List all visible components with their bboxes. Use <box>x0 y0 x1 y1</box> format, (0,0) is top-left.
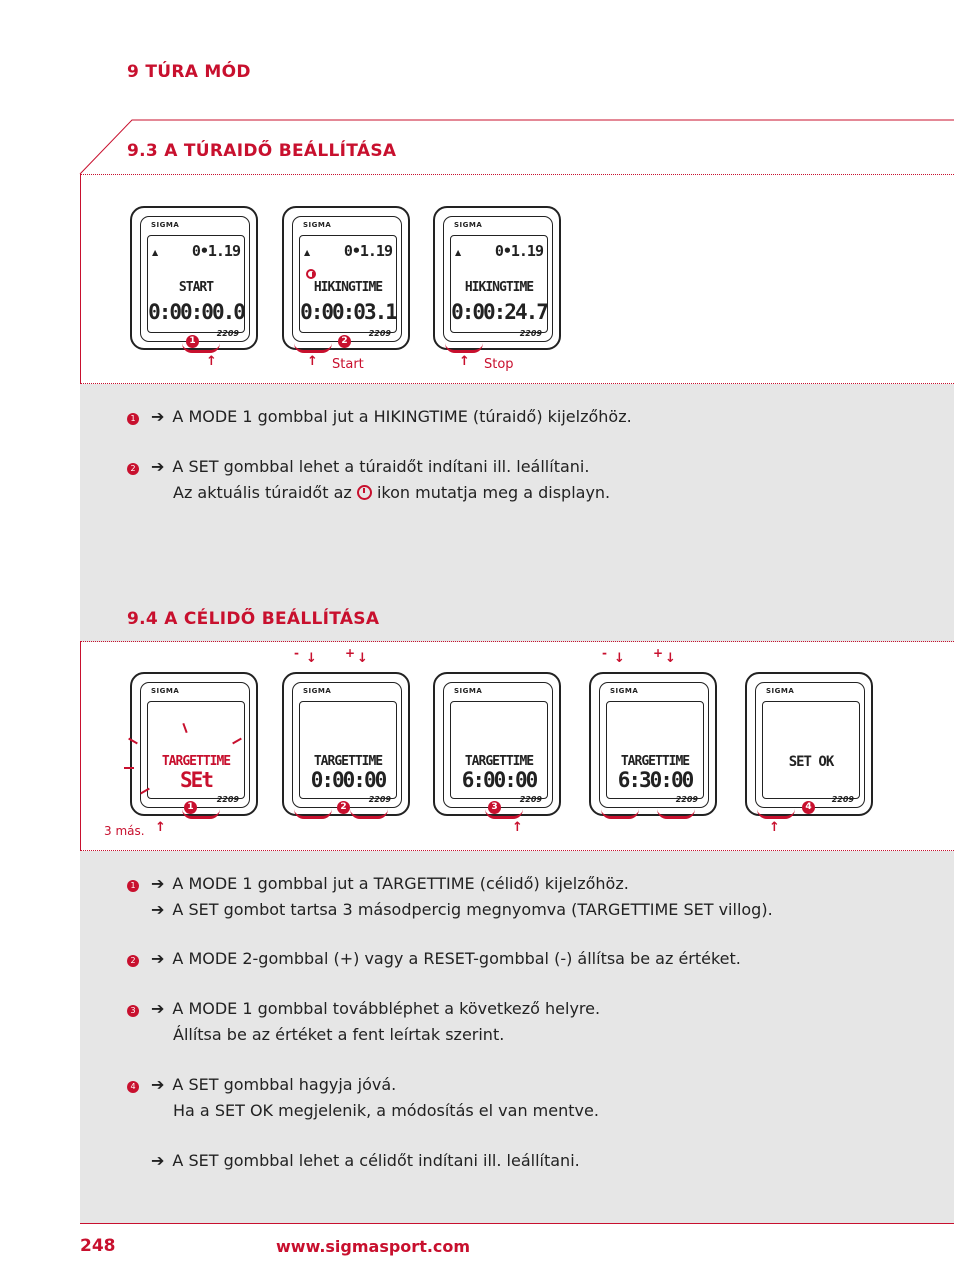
lcd-screen <box>606 701 704 799</box>
lcd-value: 6:00:00 <box>461 768 537 792</box>
device-targettime-5 <box>745 672 871 818</box>
model-number: 2209 <box>368 329 391 338</box>
lcd-label: HIKINGTIME <box>313 280 383 295</box>
flash-mark <box>124 767 134 769</box>
step-badge-1: 1 <box>186 335 199 348</box>
lcd-screen <box>762 701 860 799</box>
step-5 <box>151 1148 580 1174</box>
model-number: 2209 <box>368 795 391 804</box>
mountain-icon: ▲ <box>152 248 159 257</box>
step-text: A SET gombot tartsa 3 másodpercig megnyomva (TARGETTIME SET villog). <box>172 900 773 919</box>
step-num: 2 <box>127 955 139 967</box>
arrow-up-icon: ↑ <box>769 820 780 835</box>
arrow-up-icon: ↑ <box>459 354 470 369</box>
three-seconds-caption: 3 más. <box>104 824 145 838</box>
lcd-altitude: 0•1.19 <box>494 242 543 260</box>
stopwatch-icon <box>306 262 316 281</box>
sigma-logo: SIGMA <box>303 687 332 695</box>
arrow-right-icon: ➔ <box>151 949 165 968</box>
arrow-up-icon: ↑ <box>512 820 523 835</box>
lcd-screen <box>299 701 397 799</box>
model-number: 2209 <box>519 329 542 338</box>
lcd-value: 0:00:00 <box>310 768 386 792</box>
step-text: A SET gombbal hagyja jóvá. <box>172 1075 397 1094</box>
chapter-title: 9 TÚRA MÓD <box>127 62 251 82</box>
step-text: A SET gombbal lehet a célidőt indítani ill. leállítani. <box>172 1151 580 1170</box>
step-text: A SET gombbal lehet a túraidőt indítani ill. leállítani. <box>172 457 590 476</box>
arrow-down-icon: ↓ <box>357 651 368 666</box>
step-num: 3 <box>127 1005 139 1017</box>
divider <box>80 174 954 175</box>
step-3 <box>127 996 600 1048</box>
step-2 <box>127 454 610 506</box>
lcd-screen <box>147 235 245 333</box>
step-4 <box>127 1072 599 1124</box>
sigma-logo: SIGMA <box>303 221 332 229</box>
section-title-hikingtime: 9.3 A TÚRAIDŐ BEÁLLÍTÁSA <box>127 141 397 161</box>
lcd-value: 0:00:03.1 <box>300 300 396 324</box>
step-text: ikon mutatja meg a displayn. <box>376 483 611 502</box>
arrow-down-icon: ↓ <box>614 651 625 666</box>
page-number: 248 <box>80 1236 116 1256</box>
step-1 <box>127 871 773 923</box>
lcd-label: TARGETTIME <box>464 754 534 769</box>
mountain-icon: ▲ <box>455 248 462 257</box>
mode2-button[interactable] <box>657 809 695 819</box>
arrow-up-icon: ↑ <box>155 820 166 835</box>
lcd-screen <box>450 701 548 799</box>
sigma-logo: SIGMA <box>151 221 180 229</box>
lcd-screen <box>299 235 397 333</box>
step-2 <box>127 946 741 972</box>
step-badge-2: 2 <box>338 335 351 348</box>
lcd-label: TARGETTIME <box>620 754 690 769</box>
lcd-value: SEt <box>180 768 212 792</box>
device-targettime-3 <box>433 672 559 818</box>
section-title-targettime: 9.4 A CÉLIDŐ BEÁLLÍTÁSA <box>127 609 380 629</box>
set-button[interactable] <box>294 343 332 353</box>
stopwatch-icon <box>357 485 372 500</box>
start-caption: Start <box>332 357 364 372</box>
model-number: 2209 <box>216 795 239 804</box>
device-targettime-2 <box>282 672 408 818</box>
sigma-logo: SIGMA <box>151 687 180 695</box>
lcd-value: 6:30:00 <box>617 768 693 792</box>
step-badge-4: 4 <box>802 801 815 814</box>
model-number: 2209 <box>675 795 698 804</box>
step-text: A MODE 1 gombbal jut a TARGETTIME (célidő) kijelzőhöz. <box>172 874 629 893</box>
lcd-value: 0:00:24.7 <box>451 300 547 324</box>
mode2-button[interactable] <box>350 809 388 819</box>
device-targettime-4 <box>589 672 715 818</box>
reset-button[interactable] <box>601 809 639 819</box>
reset-button[interactable] <box>294 809 332 819</box>
arrow-up-icon: ↑ <box>206 354 217 369</box>
lcd-screen <box>147 701 245 799</box>
website-link[interactable]: www.sigmasport.com <box>276 1237 471 1256</box>
device-display-1 <box>130 206 256 352</box>
step-num: 4 <box>127 1081 139 1093</box>
sigma-logo: SIGMA <box>610 687 639 695</box>
arrow-right-icon: ➔ <box>151 900 165 919</box>
lcd-label: SET OK <box>788 754 834 770</box>
device-targettime-1 <box>130 672 256 818</box>
plus-label: + <box>653 646 664 660</box>
step-badge-3: 3 <box>488 801 501 814</box>
step-num: 1 <box>127 413 139 425</box>
arrow-right-icon: ➔ <box>151 999 165 1018</box>
step-text: Állítsa be az értéket a fent leírtak szerint. <box>173 1025 505 1044</box>
mountain-icon: ▲ <box>304 248 311 257</box>
stop-caption: Stop <box>484 357 514 372</box>
step-badge-2: 2 <box>337 801 350 814</box>
step-text: Az aktuális túraidőt az <box>173 483 352 502</box>
step-text: Ha a SET OK megjelenik, a módosítás el van mentve. <box>173 1101 599 1120</box>
arrow-right-icon: ➔ <box>151 457 165 476</box>
step-badge-1: 1 <box>184 801 197 814</box>
step-text: A MODE 1 gombbal jut a HIKINGTIME (túraidő) kijelzőhöz. <box>172 407 632 426</box>
plus-label: + <box>345 646 356 660</box>
sigma-logo: SIGMA <box>454 221 483 229</box>
set-button[interactable] <box>757 809 795 819</box>
step-num: 1 <box>127 880 139 892</box>
lcd-label: HIKINGTIME <box>464 280 534 295</box>
arrow-right-icon: ➔ <box>151 1151 165 1170</box>
lcd-value: 0:00:00.0 <box>148 300 244 324</box>
minus-label: - <box>602 646 607 660</box>
arrow-right-icon: ➔ <box>151 874 165 893</box>
arrow-down-icon: ↓ <box>665 651 676 666</box>
lcd-label: TARGETTIME <box>161 754 231 769</box>
step-1 <box>127 404 632 430</box>
lcd-label: TARGETTIME <box>313 754 383 769</box>
arrow-down-icon: ↓ <box>306 651 317 666</box>
sigma-logo: SIGMA <box>454 687 483 695</box>
arrow-up-icon: ↑ <box>307 354 318 369</box>
arrow-right-icon: ➔ <box>151 407 165 426</box>
model-number: 2209 <box>831 795 854 804</box>
device-display-3 <box>433 206 559 352</box>
minus-label: - <box>294 646 299 660</box>
lcd-label: START <box>178 280 214 295</box>
lcd-altitude: 0•1.19 <box>343 242 392 260</box>
lcd-altitude: 0•1.19 <box>191 242 240 260</box>
arrow-right-icon: ➔ <box>151 1075 165 1094</box>
sigma-logo: SIGMA <box>766 687 795 695</box>
lcd-screen <box>450 235 548 333</box>
model-number: 2209 <box>216 329 239 338</box>
step-num: 2 <box>127 463 139 475</box>
step-text: A MODE 2-gombbal (+) vagy a RESET-gombbal (-) állítsa be az értéket. <box>172 949 741 968</box>
device-display-2 <box>282 206 408 352</box>
set-button[interactable] <box>445 343 483 353</box>
step-text: A MODE 1 gombbal továbbléphet a következő helyre. <box>172 999 601 1018</box>
model-number: 2209 <box>519 795 542 804</box>
divider <box>80 641 954 642</box>
